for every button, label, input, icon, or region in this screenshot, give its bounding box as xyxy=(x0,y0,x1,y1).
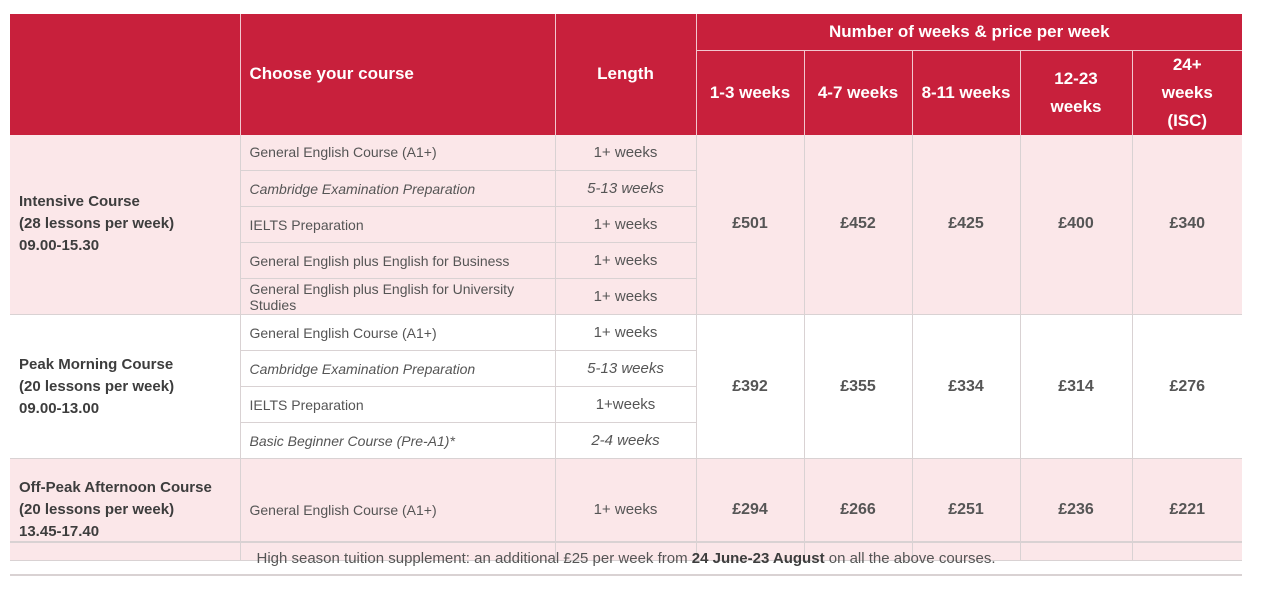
course-group-line: (20 lessons per week) xyxy=(19,500,175,518)
course-length: 1+ weeks xyxy=(555,243,696,279)
header-length: Length xyxy=(555,14,696,135)
course-name: Cambridge Examination Preparation xyxy=(240,351,555,387)
price-cell: £221 xyxy=(1132,459,1242,561)
price-table-body xyxy=(10,135,1242,561)
header-empty-cell xyxy=(10,14,240,135)
course-length: 5-13 weeks xyxy=(555,351,696,387)
course-length: 1+ weeks xyxy=(555,279,696,315)
course-group-line: 09.00-13.00 xyxy=(19,399,100,417)
course-name: Basic Beginner Course (Pre-A1)* xyxy=(240,423,555,459)
course-group-line: Intensive Course xyxy=(19,193,140,211)
price-cell: £276 xyxy=(1132,315,1242,459)
header-choose-course: Choose your course xyxy=(240,14,555,135)
course-length: 1+weeks xyxy=(555,387,696,423)
course-length: 1+ weeks xyxy=(555,207,696,243)
course-length: 2-4 weeks xyxy=(555,423,696,459)
header-week-col: 24+ weeks (ISC) xyxy=(1132,50,1242,135)
price-cell: £425 xyxy=(912,135,1020,315)
course-group-name xyxy=(10,135,240,315)
course-group-line: Peak Morning Course xyxy=(19,355,174,373)
course-name: IELTS Preparation xyxy=(240,207,555,243)
price-cell: £392 xyxy=(696,315,804,459)
header-week-col: 12-23 weeks xyxy=(1020,50,1132,135)
course-length: 1+ weeks xyxy=(555,315,696,351)
price-cell: £294 xyxy=(696,459,804,561)
header-week-col: 4-7 weeks xyxy=(804,50,912,135)
course-length: 1+ weeks xyxy=(555,135,696,171)
course-name: General English plus English for University Studies xyxy=(240,279,555,315)
header-week-col: 8-11 weeks xyxy=(912,50,1020,135)
course-group-line: (28 lessons per week) xyxy=(19,215,175,233)
course-name: Cambridge Examination Preparation xyxy=(240,171,555,207)
note-text-start: High season tuition supplement: an additional £25 per week from xyxy=(256,550,692,567)
price-cell: £236 xyxy=(1020,459,1132,561)
price-cell: £334 xyxy=(912,315,1020,459)
course-group-line: 09.00-15.30 xyxy=(19,237,100,255)
price-cell: £501 xyxy=(696,135,804,315)
note-text-end: on all the above courses. xyxy=(824,550,996,567)
price-cell: £355 xyxy=(804,315,912,459)
price-cell: £251 xyxy=(912,459,1020,561)
price-table xyxy=(10,14,1242,561)
header-week-col: 1-3 weeks xyxy=(696,50,804,135)
course-name: General English Course (A1+) xyxy=(240,315,555,351)
price-cell: £452 xyxy=(804,135,912,315)
course-name: General English Course (A1+) xyxy=(240,135,555,171)
course-group-name xyxy=(10,315,240,459)
table-row xyxy=(10,135,1242,171)
course-group-line: 13.45-17.40 xyxy=(19,522,100,540)
price-cell: £340 xyxy=(1132,135,1242,315)
course-length: 5-13 weeks xyxy=(555,171,696,207)
course-name: IELTS Preparation xyxy=(240,387,555,423)
note-date-range: 24 June-23 August xyxy=(691,550,825,567)
course-name: General English plus English for Business xyxy=(240,243,555,279)
course-name: General English Course (A1+) xyxy=(240,459,555,561)
header-weeks-group: Number of weeks & price per week xyxy=(696,14,1242,50)
course-length: 1+ weeks xyxy=(555,459,696,561)
price-cell: £266 xyxy=(804,459,912,561)
course-group-line: (20 lessons per week) xyxy=(19,377,175,395)
table-row xyxy=(10,315,1242,351)
price-cell: £314 xyxy=(1020,315,1132,459)
course-group-line: Off-Peak Afternoon Course xyxy=(19,478,212,496)
price-cell: £400 xyxy=(1020,135,1132,315)
high-season-note xyxy=(10,541,1242,576)
